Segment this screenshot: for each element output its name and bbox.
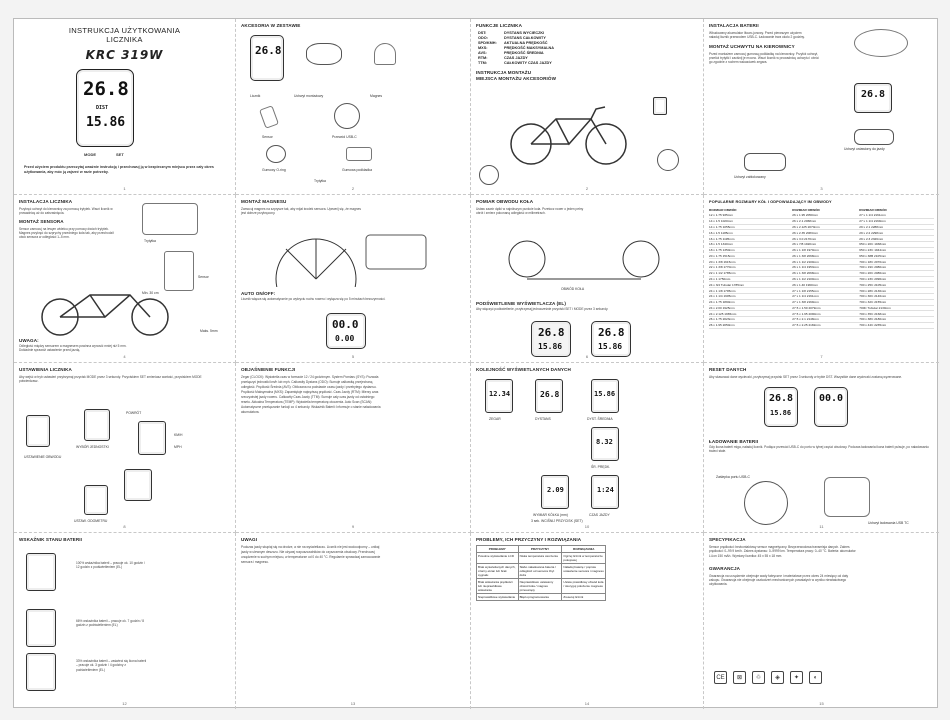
settings-label-kmh: KM/H [174,433,183,437]
wheel-size-cell: 650 x 20C 1938mm [859,241,934,247]
recycle-icon: ♲ [752,671,765,684]
wheel-size-cell: 27.5 x 1.50 2079mm [792,305,859,311]
function-code: SPD/KMH: [478,41,497,45]
function-code: AVS: [478,51,487,55]
battery-lcd-1 [26,553,56,591]
green-dot-icon: ◐ [809,671,822,684]
warranty-text: Gwarancja na urządzenie obejmuje wady fabryczne i materiałowe przez okres 24 miesięcy od daty zakupu. Gwarancja nie obejmuje uszkodzeń mechanicznych powstałych w wyniku niewłaściwego użytkowania. [709,573,849,587]
install-meter-text: Przykręć uchwyt do kierownicy za pomocą trytytek. Wsuń licznik w prowadnicę aż do zatrzaśnięcia. [19,207,113,216]
brand-logo: KRC 319W [85,48,164,62]
page-number: 2 [351,186,355,191]
reset-lcd-zero: 00.0 [819,393,844,404]
mount-text: Przed montażem zamocuj gumową podkładkę na kierownicy. Przyłóż uchwyt, przełóż trytytki i zaciśnij je mocno. Wsuń licznik w prowadnicę uchwytu i obróć go zgodnie z ruchem wskazówek zegara. [709,51,820,65]
magnet-title: MONTAŻ MAGNESU [241,199,287,204]
page-number: 7 [820,354,823,359]
charging-text: Gdy ikona baterii miga, naładuj licznik. Podłącz przewód USB-C do portu w tylnej części obudowy. Podczas ładowania ikona baterii pulsuje, po naładowaniu świeci stale. [709,445,929,454]
mode-lcd-value: 8.32 [596,438,613,446]
usb-port-closeup [744,481,788,525]
wheel-size-cell: 700 x 35C 2168mm [859,311,934,317]
mode-lcd-2 [535,379,563,413]
circumference-panel [471,195,704,363]
troubleshoot-row [477,579,606,594]
functions-desc-text: Zegar (CLOCK): Wyświetla czas w formacie 12 / 24 godzinnym. System Pomiaru (SYS): Pozwala przełączyć jednostki km/h lub mph. Całkowity Dystans (ODO): Sumuje całkowitą przejechaną odległość. Prędkość Średnia (AVS): Obliczana na podstawie czasu jazdy i przebytego dystansu. Prędkość Maksymalna (MXS): Zapamiętuje najwyższą prędkość. Czas Jazdy (RTM): Mierzy czas rzeczywistej jazdy roweru. Całkowity Czas Jazdy (TTM): Sumuje cały czas jazdy od ostatniego resetu. Aktualna Temperatura (TEMP): Wyświetla temperaturę otoczenia. Auto Scan (SCAN): Automatyczne przełączanie funkcji co 4 sekundy. Wskaźnik Baterii: Informuje o stanie naładowania akumulatora. [241,375,381,414]
page-number: 5 [351,354,355,359]
function-code: DST: [478,31,487,35]
mode-label-6: WYMIAR KÓŁKA (mm) [533,513,568,517]
mode-lcd-6 [541,475,569,509]
wheel-size-cell: 18 x 1.5 1340mm [709,241,792,247]
mode-lcd-3 [591,379,619,413]
mode-lcd-1 [485,379,513,413]
wheel-size-cell: 650 x 38B 2105mm [859,253,934,259]
mode-lcd-5 [591,475,619,509]
detail-circle-1 [479,165,499,185]
reset-title: RESET DANYCH [709,367,747,372]
functions-desc-panel [236,363,471,533]
wheel-size-cell: 700 x 18C 2070mm [859,259,934,265]
page-number: 12 [122,701,127,706]
accessory-label-7: Gumowa podkładka [342,168,372,172]
gap-label: Maks. 5mm [200,329,218,333]
page-number: 4 [123,354,126,359]
reset-lcd-top: 26.8 [769,393,794,404]
troubleshoot-cell: Ogrzej licznik w temperaturze pokojowej [562,553,606,564]
wheel-size-cell: 26 x 1.95 2050mm [709,322,792,328]
troubleshoot-row [477,564,606,579]
battery-install-title: INSTALACJA BATERII [709,23,759,28]
wheel-size-cell: 22 x 1 1/2 1785mm [709,270,792,276]
accessory-label-5: Przewód USB-C [332,135,357,139]
install-title: INSTRUKCJA MONTAŻU [476,70,532,75]
cover-device [76,69,134,147]
accessory-label-4: Sensor [262,135,273,139]
wheel-size-cell: 16 x 1.5 1185mm [709,230,792,236]
cover-title-1: INSTRUKCJA UŻYTKOWANIA [68,26,181,35]
accessory-meter-image [250,35,284,81]
wheel-size-cell: 29 x 2.3 2326mm [859,236,934,242]
warning-panel [236,533,471,709]
header-cell: ROZMIAR OBWÓD [709,208,737,212]
cover-notice: Przed użyciem produktu przeczytaj uważnie instrukcję i przechowuj ją w bezpiecznym miejscu przez cały okres użytkowania, aby móc ją zajrzeć w razie potrzeby. [24,165,214,174]
wheel-size-cell: 26 x 1 1/8 1970mm [792,247,859,253]
troubleshoot-row [477,553,606,564]
wheel-size-cell: 24 x 2.125 1965mm [709,311,792,317]
mode-label-4: ŚR. PRĘDK. [591,465,611,469]
wheel-size-cell: 26 x 2.35 2083mm [792,230,859,236]
wheel-size-cell: 27 x 1 1/4 2161mm [792,293,859,299]
troubleshoot-cell: Brak wskazania prędkości lub nieprawidłowe wskazanie [477,579,519,594]
wheel-size-cell: 22 x 1 3/8 1770mm [709,265,792,271]
wheel-size-cell: 24 x 2.00 1925mm [709,305,792,311]
mode-label-3: DYST. ŚREDNIA [587,417,613,421]
settings-panel [14,363,236,533]
wheel-sizes-title: POPULARNE ROZMIARY KÓŁ I ODPOWIADAJĄCY IM OBWODY [709,199,832,204]
circumference-title: POMIAR OBWODU KOŁA [476,199,534,204]
meter-charging-image [824,477,870,517]
cover-lcd-speed: 26.8 [83,78,129,100]
settings-lcd-5 [84,485,108,515]
wheel-size-cell: 700 x 23C 2096mm [859,276,934,282]
function-code: TTM: [478,61,488,65]
fork-sensor-image [164,251,194,291]
magnet-panel [236,195,471,363]
wheel-size-cell: 20 x 1.75 1515mm [709,253,792,259]
settings-label-circ: USTAWIENIE OBWODU [24,455,62,459]
wheel-size-cell: 12 x 1.75 935mm [709,213,792,218]
functions-panel [471,19,704,195]
accessory-lcd-digits: 26.8 [255,44,282,57]
function-desc: CZAS JAZDY [504,56,528,60]
wheel-size-cell: 29 x 2.1 2288mm [859,224,934,230]
reset-panel [704,363,939,533]
mode-label-2: DYSTANS [535,417,551,421]
mount-image [306,43,342,65]
function-desc: AKTUALNA PRĘDKOŚĆ [504,41,548,45]
cover-panel [14,19,236,195]
detail-circle-2 [657,149,679,171]
mount-device-image [854,83,892,113]
wheel-size-cell: 26 x 1 3/8 2068mm [792,270,859,276]
warning-text: Odległość między sensorem a magnesem powinna wynosić mniej niż 5 mm. Dokładnie sprawdź ustawienie przed jazdą. [19,344,127,353]
settings-lcd-2 [84,409,110,441]
distance-label: Min. 30 cm [142,291,159,295]
charging-note-2: Uchwyt ładowania USB TC [868,521,909,525]
wheel-size-cell: 700 x 20C 2086mm [859,270,934,276]
page-number: 1 [123,186,126,191]
sensor-label: Sensor [198,275,209,279]
accessory-label-1: Licznik [250,94,261,98]
zip-tie-label: Trytytka [144,239,156,243]
function-row [478,61,698,66]
warranty-title: GWARANCJA [709,565,741,571]
certification-icons [714,671,822,684]
wheel-size-cell: 700 x 30C 2146mm [859,293,934,299]
mode-lcd-value: 2.09 [547,486,564,494]
accessory-label-8: Trytytka [314,179,326,183]
circumference-label: OBWÓD KOŁA [561,287,585,291]
specs-title: SPECYFIKACJA [709,537,746,542]
settings-lcd-3 [138,421,166,455]
reset-text: Aby skasować dane wycieczki, przytrzymaj przycisk SET przez 3 sekundy w trybie DST. Wszystkie dane wycieczki zostaną wyzerowane. [709,375,903,379]
functions-title: FUNKCJE LICZNIKA [476,23,523,28]
auto-text: Licznik włącza się automatycznie po wykryciu ruchu roweru i wyłącza się po 5 minutach bezczynności. [241,297,386,301]
functions-list [478,31,698,66]
circumference-text: Ustaw zawór dętki w najniższym punkcie koła. Przetocz rower o jeden pełny obrót i zmierz pokonaną odległość w milimetrach. [476,207,584,216]
settings-label-unit: WYBÓR JEDNOSTKI [76,445,109,449]
mode-button-label: MODE [84,152,96,157]
page-number: 10 [584,524,590,529]
cover-lcd-label: DIST [96,105,109,111]
mount-note-1: Uchwyt ustawiony do jazdy [844,147,885,151]
wheel-size-cell: 24 x 1 1/8 1795mm [709,288,792,294]
header-cell: ROZMIAR OBWÓD [792,208,820,212]
battery-install-text: Wbudowany akumulator litowo-jonowy. Przed pierwszym użyciem naładuj licznik przewodem USB-C. Ładowanie trwa około 2 godziny. [709,31,805,40]
battery-level-66: 66% wskaźnika baterii – pracuje ok. 7 godzin / 8 godzin z podświetleniem (EL) [76,619,145,628]
troubleshoot-cell: Nieprawidłowo ustawiony obwód koła / magnes przesunięty [518,579,562,594]
troubleshoot-cell: Słabo naładowana bateria / odległość od sensora zbyt duża [518,564,562,579]
specs-panel [704,533,939,709]
troubleshoot-cell: Naładuj baterię / popraw ustawienie sensora i magnesu [562,564,606,579]
settings-label-mph: MPH [174,445,182,449]
wheel-size-cell: 26 x 1.95 2050mm [792,213,859,218]
wheel-size-cell: 26 x 3.0 2170mm [792,236,859,242]
battery-install-panel [704,19,939,195]
charging-title: ŁADOWANIE BATERII [709,439,759,444]
wheel-size-cell: 27 x 1 1/4 2169mm [859,218,934,224]
mount-lcd-digits: 26.8 [861,89,886,100]
wheel-size-cell: 26 x 1 1/4 1953mm [792,265,859,271]
manual-sheet [13,18,938,708]
troubleshoot-panel [471,533,704,709]
wheel-size-cell: 650 x 23C 1944mm [859,247,934,253]
accessory-label-6: Gumowy O-ring [262,168,286,172]
magnet-image [374,43,396,65]
troubleshoot-title: PROBLEMY, ICH PRZYCZYNY I ROZWIĄZANIA [476,537,582,542]
wheel-size-cell: 16 x 1.75 1195mm [709,236,792,242]
header-cell: PRZYCZYNY [518,546,562,553]
mode-caption: 3 sek. WCIŚNIJ PRZYCISK (SET) [531,519,583,523]
wheel-size-cell: 700 x 38C 2180mm [859,317,934,323]
header-cell: ROZWIĄZANIA [562,546,606,553]
accessory-label-2: Uchwyt montażowy [294,94,324,98]
wheel-size-cell: 20 x 1 3/8 1615mm [709,259,792,265]
page-number: 13 [350,701,356,706]
sensor-image [259,105,279,129]
header-cell: PROBLEMY [477,546,519,553]
page-number: 15 [819,701,824,706]
handlebar-image-1 [854,129,894,145]
battery-level-33: 33% wskaźnika baterii – zaświeci się ikona baterii – pracuje ok. 3 godzin / 4 godziny z podświetleniem (EL) [76,659,147,672]
wheel-roll-illustration [491,229,691,285]
troubleshoot-cell: Błąd oprogramowania [518,594,562,601]
triman-icon: ✦ [790,671,803,684]
sensor-mount-text: Sensor zamocuj na lewym widelcu przy pomocy dwóch trytytek. Magnes przykręć do szprychy przedniego koła tak, aby przechodził obok sensora w odległości 1–5 mm. [19,226,114,240]
mode-label-5: CZAS JAZDY [589,513,610,517]
warning-title: UWAGA: [19,338,39,343]
battery-level-panel [14,533,236,709]
function-desc: PRĘDKOŚĆ ŚREDNIA [504,51,544,55]
magnet-lcd [326,313,366,349]
set-button-label: SET [116,152,124,157]
page-number: 2 [585,186,589,191]
mount-note-2: Uchwyt zablokowany [734,175,766,179]
display-modes-title: KOLEJNOŚĆ WYŚWIETLANYCH DANYCH [476,367,571,372]
troubleshoot-header-row [477,546,606,553]
accessory-label-3: Magnes [370,94,383,98]
wheel-size-cell: 24 x 3/4 Tubular 1785mm [709,282,792,288]
troubleshoot-cell: Ustaw prawidłowy obwód koła / skoryguj położenie magnesu [562,579,606,594]
magnet-illustration [256,231,446,287]
page-number: 9 [351,524,355,529]
usb-cable-image [334,103,360,129]
mode-lcd-value: 15.86 [594,390,616,398]
warning-panel-title: UWAGI [241,537,258,542]
settings-lcd-1 [26,415,50,447]
rubber-pad-image [346,147,372,161]
header-cell: ROZMIAR OBWÓD [859,208,887,212]
backlight-lcd-bottom-2: 15.86 [598,342,623,351]
wheel-size-cell: 26 x 2.125 2070mm [792,224,859,230]
accessories-title: AKCESORIA W ZESTAWIE [241,23,301,28]
wheel-size-cell: 27 x 1 3/8 2169mm [792,299,859,305]
settings-title: USTAWIENIA LICZNIKA [19,367,72,372]
meter-back-image [854,29,908,57]
troubleshoot-row [477,594,606,601]
wheel-size-cell: 18 x 1.75 1350mm [709,247,792,253]
wheel-size-cell: 700C Tubular 2130mm [859,305,934,311]
battery-lcd-2 [26,609,56,647]
wheel-size-cell: 14 x 1.5 1020mm [709,218,792,224]
magnet-text: Zamocuj magnes na szprysze tak, aby mijał środek sensora. Upewnij się, że magnes jest dobrze przykręcony. [241,207,361,216]
wheel-size-row [709,322,934,328]
function-desc: CAŁKOWITY CZAS JAZDY [504,61,552,65]
magnet-lcd-top: 00.0 [332,318,359,331]
reset-lcd-1 [764,387,798,427]
page-number: 3 [820,186,823,191]
settings-label-back: POWRÓT [126,411,142,415]
functions-desc-title: OBJAŚNIENIE FUNKCJI [241,367,296,372]
wheel-size-cell: 700 x 25C 2105mm [859,282,934,288]
rohs-icon: ◈ [771,671,784,684]
wheel-size-cell: 24 x 1 1750mm [709,276,792,282]
function-code: MXS: [478,46,488,50]
install-meter-panel [14,195,236,363]
troubleshoot-body [477,553,606,601]
wheel-sizes-table [709,207,934,329]
wheel-size-cell: 27 x 1 1/8 2155mm [792,288,859,294]
backlight-title: PODŚWIETLENIE WYŚWIETLACZA (EL) [476,301,566,306]
accessories-panel [236,19,471,195]
wheel-size-cell: 29 x 2.2 2298mm [859,230,934,236]
troubleshoot-cell: Powolne wyświetlanie LCD [477,553,519,564]
backlight-lcd-1 [531,321,571,357]
backlight-lcd-2 [591,321,631,357]
magnet-lcd-bottom: 0.00 [335,334,355,343]
oring-image [266,145,286,163]
wheel-size-cell: 27.5 x 2.1 2148mm [792,317,859,323]
battery-level-100: 100% wskaźnika baterii – pracuje ok. 10 godzin / 12 godzin z podświetleniem (EL) [76,561,145,570]
wheel-size-cell: 700 x 19C 2080mm [859,265,934,271]
backlight-lcd-bottom: 15.86 [538,342,563,351]
specs-text: Sensor prędkości: bezkontaktowy sensor magnetyczny. Bezprzewodowa transmisja danych. Zakres prędkości: 0–99.9 km/h. Zakres dystansu: 0–9999 km. Temperatura pracy: 0–40 °C. Bateria: akumulator Li-ion 150 mAh. Wymiary licznika: 45 x 55 x 18 mm. [709,545,856,558]
function-desc: DYSTANS WYCIECZKI [504,31,545,35]
settings-lcd-4 [124,469,152,501]
wheel-size-cell: 27.5 x 2.25 2182mm [792,322,859,328]
mode-lcd-4 [591,427,619,461]
install-places-title: MIEJSCA MONTAŻU AKCESORIÓW [476,76,557,81]
page-number: 8 [123,524,126,529]
backlight-lcd-top-2: 26.8 [598,326,625,339]
sensor-mount-title: MONTAŻ SENSORA [19,218,64,224]
wheel-size-cell: 24 x 1 1/4 1905mm [709,293,792,299]
wheel-size-cell: 26 x 1 1/2 2100mm [792,259,859,265]
wheel-size-cell: 700 x 44C 2235mm [859,322,934,328]
wheel-size-cell: 700 x 32C 2155mm [859,299,934,305]
backlight-lcd-top: 26.8 [538,326,565,339]
function-mini-lcd [653,97,667,115]
warning-panel-text: Podczas jazdy skupiaj się na drodze, a nie na wyświetlaczu. Licznik nie jest wodoodporny – unikaj jazdy w ulewnym deszczu. Nie używaj rozpuszczalników do czyszczenia obudowy. Przechowuj urządzenie w suchym miejscu, w temperaturze od 0 do 40 °C. Regularnie sprawdzaj zamocowanie sensora i magnesu. [241,545,381,564]
ce-mark-icon: CE [714,671,727,684]
page-number: 11 [819,524,824,529]
mode-lcd-value: 12.34 [489,390,511,398]
reset-lcd-2 [814,387,848,427]
wheel-size-cell: 27 x 1 1/4 2161mm [859,213,934,218]
wheel-size-cell: 26 x 1.40 1960mm [792,282,859,288]
wheel-size-cell: 27.5 x 1.95 2090mm [792,311,859,317]
bar-mount-image [142,203,198,235]
troubleshoot-table [476,545,606,601]
wheel-size-cell: 14 x 1.75 1055mm [709,224,792,230]
mount-title: MONTAŻ UCHWYTU NA KIEROWNICY [709,43,795,49]
mode-label-1: ZEGAR [489,417,501,421]
page-number: 6 [585,354,589,359]
mode-lcd-value: 26.8 [540,390,560,399]
settings-label-odo: USTAW. ODOMETRU [74,519,108,523]
wheel-size-cell: 700 x 28C 2136mm [859,288,934,294]
wheel-sizes-body [709,213,934,328]
function-code: ODO: [478,36,488,40]
wheel-size-cell: 26 x 1 3/8 2068mm [792,253,859,259]
battery-level-title: WSKAŹNIK STANU BATERII [19,537,83,542]
charging-note-1: Zaślepka portu USB-C [716,475,750,479]
settings-text: Aby wejść w tryb ustawień przytrzymaj przycisk MODE przez 3 sekundy. Przyciskiem SET zmieniasz wartość, przyciskiem MODE potwierdzasz. [19,375,202,384]
bike-illustration [501,99,641,169]
auto-title: AUTO ON/OFF: [241,291,276,296]
bike-sensor-illustration [30,287,190,337]
function-code: RTM: [478,56,488,60]
mode-lcd-value: 1:24 [597,486,614,494]
install-meter-title: INSTALACJA LICZNIKA [19,199,73,204]
battery-lcd-3 [26,653,56,691]
troubleshoot-cell: Niska temperatura otoczenia [518,553,562,564]
wheel-sizes-panel [704,195,939,363]
wheel-size-cell: 26 x 7/8 1920mm [792,241,859,247]
troubleshoot-cell: Zresetuj licznik [562,594,606,601]
wheel-size-cell: 24 x 1.75 1890mm [709,299,792,305]
troubleshoot-cell: Brak wyświetlanych danych, czarny ekran lub brak sygnału [477,564,519,579]
wheel-size-cell: 26 x 1 1/2 2100mm [792,276,859,282]
wheel-size-cell: 26 x 2.1 2068mm [792,218,859,224]
display-modes-panel [471,363,704,533]
weee-bin-icon: ⊠ [733,671,746,684]
handlebar-image-2 [744,153,786,171]
reset-lcd-bottom: 15.86 [770,409,792,417]
cover-title-2: LICZNIKA [106,35,143,44]
function-desc: DYSTANS CAŁKOWITY [504,36,546,40]
wheel-size-cell: 26 x 1.75 2023mm [709,317,792,323]
function-desc: PRĘDKOŚĆ MAKSYMALNA [504,46,554,50]
page-number: 14 [584,701,590,706]
backlight-text: Aby włączyć podświetlenie, przytrzymaj jednocześnie przyciski SET i MODE przez 3 sekundy. [476,307,609,311]
troubleshoot-cell: Nieprawidłowe wyświetlanie [477,594,519,601]
cover-lcd-distance: 15.86 [86,115,126,130]
